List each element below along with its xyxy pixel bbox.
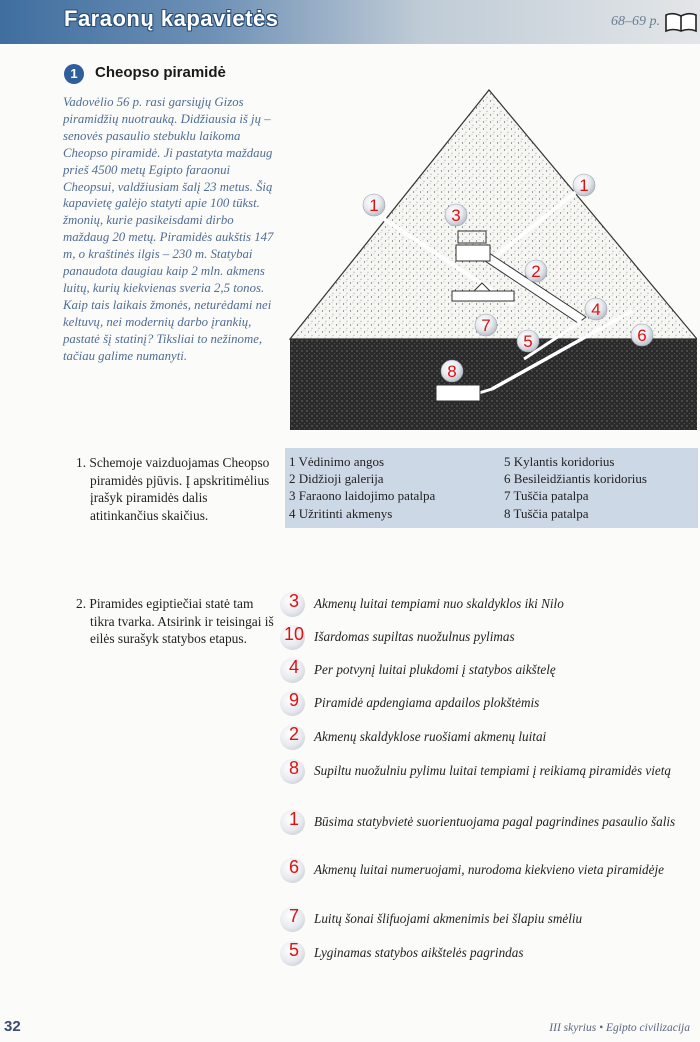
diagram-label-number: 7: [481, 316, 491, 335]
construction-step: [280, 689, 700, 719]
step-text: Luitų šonai šlifuojami akmenimis bei šlapiu smėliu: [314, 911, 583, 926]
pyramid-body: [290, 90, 697, 339]
step-text: Per potvynį luitai plukdomi į statybos aikštelę: [314, 662, 556, 677]
step-text: Akmenų luitai numeruojami, nurodoma kiekvieno vieta piramidėje: [314, 862, 664, 877]
page-number: 32: [4, 1018, 21, 1035]
step-answer-number: 4: [288, 657, 299, 677]
construction-step: [280, 623, 700, 653]
chapter-footer: III skyrius • Egipto civilizacija: [549, 1022, 690, 1034]
construction-step: [280, 905, 700, 935]
page-title: Faraonų kapavietės: [64, 6, 279, 31]
subterranean-chamber: [436, 385, 480, 401]
step-text: Akmenų skaldyklose ruošiami akmenų luitai: [314, 729, 547, 744]
legend-item: 8 Tuščia patalpa: [504, 505, 589, 521]
diagram-label-number: 4: [591, 300, 601, 319]
step-text: Išardomas supiltas nuožulnus pylimas: [314, 629, 515, 644]
step-text: Būsima statybvietė suorientuojama pagal pagrindines pasaulio šalis: [314, 814, 676, 829]
construction-step: [280, 590, 700, 620]
step-answer-number: 8: [288, 758, 299, 778]
diagram-label-number: 1: [369, 196, 379, 215]
step-answer-number: 3: [288, 591, 299, 611]
step-answer-number: 5: [288, 940, 299, 960]
kings-chamber: [456, 245, 490, 261]
construction-step: [280, 808, 700, 838]
section-title: Cheopso piramidė: [95, 64, 226, 81]
legend-item: 4 Užritinti akmenys: [289, 505, 393, 521]
legend-item: 1 Vėdinimo angos: [289, 454, 385, 469]
section-number-badge: 1: [64, 64, 84, 84]
diagram-label-number: 1: [579, 176, 589, 195]
intro-paragraph: Vadovėlio 56 p. rasi garsiųjų Gizos piramidžių nuotrauką. Didžiausia iš jų – senovės pasaulio stebuklu laikoma Cheopso piramidė. Ji pastatyta maždaug prieš 4500 metų Egipto faraonui Cheopsui, valdžiusiam šalį 23 metus. Šią kapavietę galėjo statyti apie 100 tūkst. žmonių, kurie pasikeisdami dirbo maždaug 20 metų. Piramidės aukštis 147 m, o kraštinės ilgis – 230 m. Statybai panaudota daugiau kaip 2 mln. akmens luitų, kurių kiekvienas sveria 2,5 tonos. Kaip tais laikais žmonės, neturėdami nei keltuvų, nei modernių darbo įrankių, pastatė šį statinį? Tiksliai to nežinome, tačiau galime numanyti.: [63, 95, 274, 363]
diagram-label-number: 3: [451, 206, 461, 225]
construction-step: [280, 856, 700, 886]
step-text: Akmenų luitai tempiami nuo skaldyklos iki Nilo: [314, 596, 564, 611]
queens-chamber: [452, 291, 514, 301]
legend-item: 6 Besileidžiantis koridorius: [504, 471, 647, 487]
legend-column-2: [504, 453, 647, 522]
task-2-instructions: [76, 595, 276, 648]
step-answer-number: 2: [288, 724, 299, 744]
step-answer-number: 10: [283, 624, 305, 644]
task-1-text: 1. Schemoje vaizduojamas Cheopso piramidės pjūvis. Į apskritimėlius įrašyk piramidės dalis atitinkančius skaičius.: [76, 455, 270, 523]
step-text: Supiltu nuožulniu pylimu luitai tempiami į reikiamą piramidės vietą: [314, 763, 672, 778]
construction-step: [280, 939, 700, 969]
legend-item: 5 Kylantis koridorius: [504, 454, 615, 469]
construction-step: [280, 723, 700, 753]
step-answer-number: 6: [288, 857, 299, 877]
textbook-page-reference: 68–69 p.: [611, 14, 660, 29]
task-1-instructions: [76, 454, 276, 524]
legend-column-1: [289, 453, 435, 522]
diagram-label-number: 2: [531, 262, 541, 281]
construction-step: [280, 656, 700, 686]
legend-item: 2 Didžioji galerija: [289, 471, 384, 487]
step-text: Piramidė apdengiama apdailos plokštėmis: [314, 695, 540, 710]
step-answer-number: 7: [288, 906, 299, 926]
legend-item: 7 Tuščia patalpa: [504, 488, 589, 504]
task-2-text: 2. Piramides egiptiečiai statė tam tikra tvarka. Atsirink ir teisingai iš eilės surašyk statybos etapus.: [76, 596, 274, 646]
ground-layer: [290, 339, 697, 430]
diagram-label-number: 8: [447, 362, 457, 381]
step-answer-number: 9: [288, 690, 299, 710]
construction-step: [280, 757, 700, 787]
pyramid-cross-section-diagram: [286, 85, 697, 430]
diagram-label-number: 6: [637, 326, 647, 345]
diagram-legend: [285, 448, 698, 528]
book-icon: [664, 11, 698, 33]
legend-item: 3 Faraono laidojimo patalpa: [289, 488, 436, 504]
step-text: Lyginamas statybos aikštelės pagrindas: [314, 945, 524, 960]
step-answer-number: 1: [288, 809, 299, 829]
diagram-label-number: 5: [523, 332, 533, 351]
